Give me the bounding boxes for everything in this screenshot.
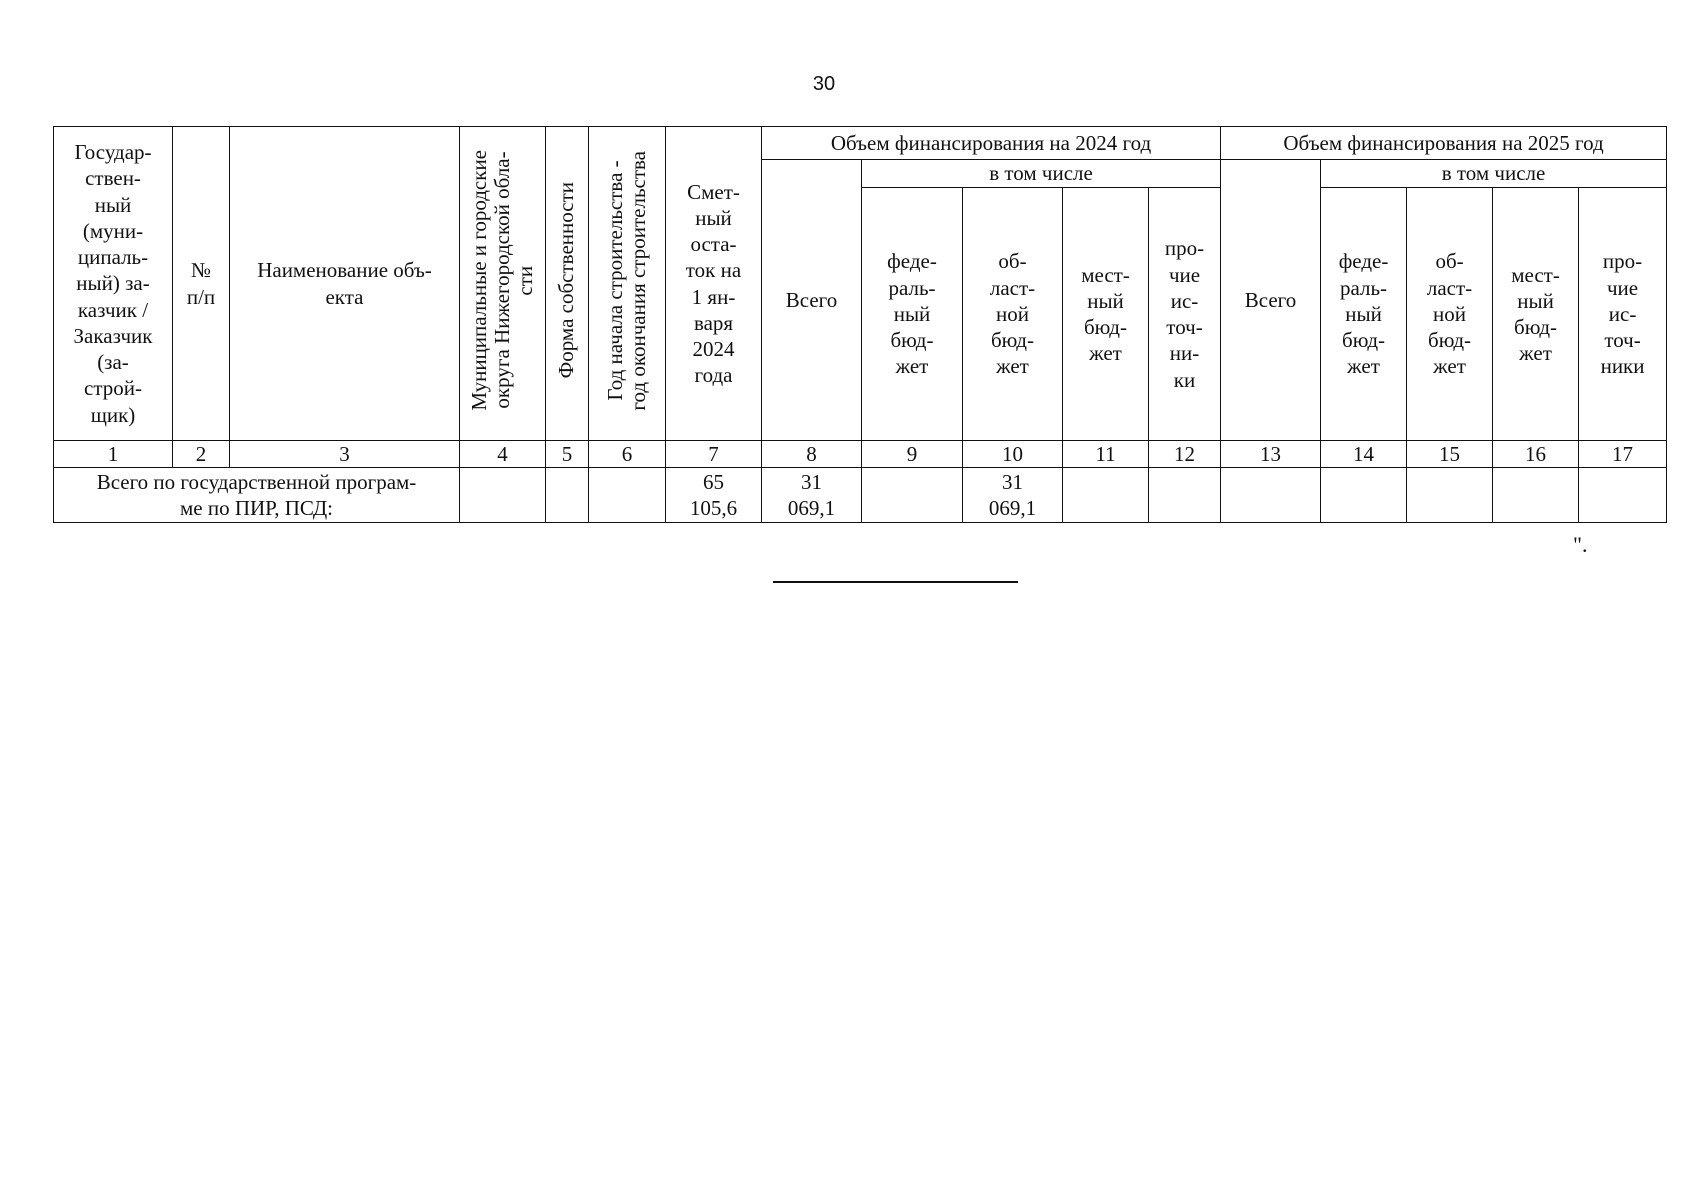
closing-quote: ". xyxy=(1573,532,1588,557)
header-estimate: Смет- ный оста- ток на 1 ян- варя 2024 года xyxy=(666,127,762,441)
financing-table xyxy=(53,126,1667,523)
column-number: 5 xyxy=(546,441,589,468)
column-number: 1 xyxy=(54,441,173,468)
total-row xyxy=(54,468,1667,523)
column-number: 12 xyxy=(1149,441,1221,468)
header-number: № п/п xyxy=(173,127,230,441)
column-number: 14 xyxy=(1321,441,1407,468)
column-number: 3 xyxy=(230,441,460,468)
total-row-cell xyxy=(1493,468,1579,523)
page-number: 30 xyxy=(812,73,836,95)
column-number: 16 xyxy=(1493,441,1579,468)
header-federal-2025: феде- раль- ный бюд- жет xyxy=(1321,188,1407,441)
header-regional-2025: об- ласт- ной бюд- жет xyxy=(1407,188,1493,441)
column-number: 2 xyxy=(173,441,230,468)
total-row-cell xyxy=(1579,468,1667,523)
header-total-2024: Всего xyxy=(762,160,862,441)
total-row-cell xyxy=(1321,468,1407,523)
column-number: 9 xyxy=(862,441,963,468)
header-including-2025: в том числе xyxy=(1321,160,1667,188)
total-row-cell xyxy=(862,468,963,523)
header-including-2024: в том числе xyxy=(862,160,1221,188)
header-row-1 xyxy=(54,127,1667,160)
header-municipal-text: Муниципальные и городские округа Нижегородской обла- сти xyxy=(466,150,538,411)
column-number: 7 xyxy=(666,441,762,468)
total-row-cell xyxy=(1221,468,1321,523)
header-local-2024: мест- ный бюд- жет xyxy=(1063,188,1149,441)
header-federal-2024: феде- раль- ный бюд- жет xyxy=(862,188,963,441)
header-years xyxy=(589,127,666,441)
total-row-cell xyxy=(589,468,666,523)
total-row-cell xyxy=(1407,468,1493,523)
column-number: 10 xyxy=(963,441,1063,468)
header-regional-2024: об- ласт- ной бюд- жет xyxy=(963,188,1063,441)
header-object-name: Наименование объ- екта xyxy=(230,127,460,441)
column-number: 4 xyxy=(460,441,546,468)
header-funding-2024: Объем финансирования на 2024 год xyxy=(762,127,1221,160)
header-other-2025: про- чие ис- точ- ники xyxy=(1579,188,1667,441)
total-row-cell xyxy=(460,468,546,523)
total-row-cell xyxy=(1149,468,1221,523)
column-number-row xyxy=(54,441,1667,468)
column-number: 13 xyxy=(1221,441,1321,468)
header-ownership-text: Форма собственности xyxy=(554,182,579,379)
total-row-total-2024: 31 069,1 xyxy=(762,468,862,523)
header-years-text: Год начала строительства - год окончания строительства xyxy=(602,150,650,411)
column-number: 11 xyxy=(1063,441,1149,468)
total-row-estimate: 65 105,6 xyxy=(666,468,762,523)
column-number: 17 xyxy=(1579,441,1667,468)
header-other-2024: про- чие ис- точ- ни- ки xyxy=(1149,188,1221,441)
header-funding-2025: Объем финансирования на 2025 год xyxy=(1221,127,1667,160)
end-rule xyxy=(773,581,1018,583)
total-row-cell xyxy=(1063,468,1149,523)
header-ownership xyxy=(546,127,589,441)
total-row-regional-2024: 31 069,1 xyxy=(963,468,1063,523)
header-total-2025: Всего xyxy=(1221,160,1321,441)
column-number: 6 xyxy=(589,441,666,468)
column-number: 15 xyxy=(1407,441,1493,468)
total-row-cell xyxy=(546,468,589,523)
total-row-label: Всего по государственной програм- ме по ПИР, ПСД: xyxy=(54,468,460,523)
header-customer: Государ- ствен- ный (муни- ципаль- ный) за- казчик / Заказчик (за- строй- щик) xyxy=(54,127,173,441)
header-local-2025: мест- ный бюд- жет xyxy=(1493,188,1579,441)
column-number: 8 xyxy=(762,441,862,468)
header-municipal xyxy=(460,127,546,441)
